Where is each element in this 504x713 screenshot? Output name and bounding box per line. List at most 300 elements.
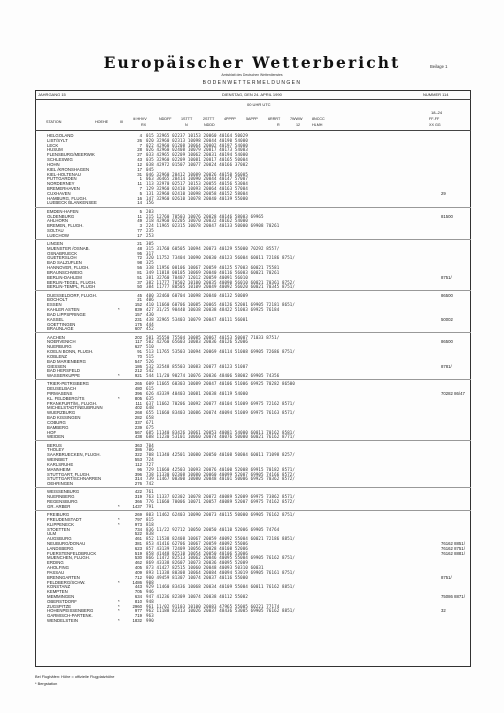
synop-code: 685 11340 83426 10061 20053 40081 54000 60011 70162 8581/ bbox=[146, 429, 296, 435]
report-subtitle: Amtsblatt des Deutschen Wetterdienstes bbox=[221, 73, 283, 77]
group-divider bbox=[35, 239, 471, 240]
station-name: SCHLESWIG bbox=[47, 157, 73, 163]
station-name: ESSEN bbox=[47, 302, 62, 308]
station-height: 719 bbox=[134, 613, 142, 619]
station-height: 422 bbox=[134, 489, 142, 495]
station-name: SOLTAU bbox=[47, 227, 64, 233]
col-pppp: 4PPPP bbox=[224, 117, 236, 121]
group-divider bbox=[35, 207, 471, 208]
station-name: MUENSTER /OSNAB. bbox=[47, 245, 90, 251]
station-name: FUERSTENFELDBRUCK bbox=[47, 550, 97, 556]
synop-code: 791 bbox=[146, 503, 154, 509]
time-label: 00 UHR UTC bbox=[247, 102, 271, 107]
station-name: BAD LIPPSPRINGE bbox=[47, 311, 86, 317]
synop-code: 501 35550 75504 10085 20067 40153 50007 71033 8751/ bbox=[146, 334, 280, 340]
jahrgang-label: JAHRGANG 15 bbox=[38, 92, 66, 97]
station-name: EMDEN-HAFEN bbox=[47, 208, 79, 214]
synop-code: 836 11/22 92712 10050 20050 40110 52006 69905 74764 bbox=[146, 526, 280, 532]
station-height: 1486 bbox=[132, 579, 142, 585]
synop-code: 526 bbox=[146, 358, 154, 364]
station-height: 282 bbox=[134, 415, 142, 421]
synop-code: 338 11956 00106 10067 20059 40125 57003 60021 75581 bbox=[146, 265, 280, 271]
col-nddff: NDDFF bbox=[159, 117, 172, 121]
station-name: REGENSBURG bbox=[47, 499, 78, 505]
synop-code: 113 32970 02517 10153 20055 40156 53004 bbox=[146, 181, 248, 187]
station-name: HANNOVER, FLUGH. bbox=[47, 265, 90, 271]
synop-code: 761 bbox=[146, 489, 154, 495]
station-height: 26 bbox=[137, 137, 142, 143]
synop-code: 381 32760 70407 12012 20059 40091 56010 bbox=[146, 274, 248, 280]
station-name: FREUDENSTADT bbox=[47, 516, 82, 522]
station-name: ULM bbox=[47, 531, 57, 537]
mountain-marker: * bbox=[118, 618, 120, 624]
synop-code: 063 36465 20414 10090 20044 40147 57007 bbox=[146, 176, 248, 182]
synop-code: 235 bbox=[146, 227, 154, 233]
station-name: PUTTGARDEN bbox=[47, 176, 77, 182]
station-height: 239 bbox=[134, 424, 142, 430]
extra-group: 75086 8871/ bbox=[441, 594, 465, 599]
col-w12: 12 bbox=[296, 123, 301, 127]
station-height: 12 bbox=[137, 161, 142, 167]
station-name: MUENCHEN, FLUGH. bbox=[47, 555, 90, 561]
synop-code: 675 bbox=[146, 424, 154, 430]
station-height: 1437 bbox=[132, 503, 142, 509]
station-name: LUEBECK BLANKENSEE bbox=[47, 200, 97, 206]
synop-code: 410 11660 60706 10085 20065 40126 52001 69905 72181 8651/ bbox=[146, 302, 296, 308]
station-height: 363 bbox=[134, 442, 142, 448]
synop-code: 038 42972 01507 10077 20024 40166 37002 bbox=[146, 161, 248, 167]
station-name: BRENNGARTEN bbox=[47, 574, 80, 580]
station-name: GOETTINGEN bbox=[47, 321, 76, 327]
synop-code: 382 11777 70502 10100 20035 40090 56010 60021 70361 8752/ bbox=[146, 279, 296, 285]
footnote-airport: Bei Flughäfen: Höhe = offizielle Flugplatzhöhe bbox=[35, 674, 115, 679]
station-height: 322 bbox=[134, 452, 142, 458]
station-name: BREMERHAVEN bbox=[47, 186, 80, 192]
synop-code: 963 bbox=[146, 613, 154, 619]
station-name: KIEL-HOLTENAU bbox=[47, 171, 81, 177]
extra-group: 76162 8851/ bbox=[441, 540, 465, 546]
station-height: 70 bbox=[137, 353, 142, 359]
station-name: PASSAU bbox=[47, 569, 65, 575]
station-name: AHOLFING bbox=[47, 565, 69, 571]
station-height: 202 bbox=[134, 334, 142, 340]
station-name: LIST/SYLT bbox=[47, 137, 68, 143]
station-name: BRAUNLAGE bbox=[47, 326, 74, 332]
station-height: 112 bbox=[135, 461, 142, 467]
synop-code: 129 32960 02410 10093 20064 40163 57004 bbox=[146, 186, 248, 192]
report-title: Europäischer Wetterbericht bbox=[103, 53, 401, 72]
station-name: HOF bbox=[47, 429, 57, 435]
mountain-marker: * bbox=[118, 503, 120, 509]
station-height: 607 bbox=[134, 326, 142, 332]
station-height: 37 bbox=[137, 279, 142, 285]
station-row bbox=[36, 373, 470, 379]
station-height: 977 bbox=[134, 608, 142, 614]
extra-group: 76162 8751/ bbox=[441, 545, 465, 551]
synop-code: 502 42760 65603 10083 20036 40126 52006 bbox=[146, 339, 248, 345]
station-height: 269 bbox=[134, 512, 142, 518]
station-height: 72 bbox=[137, 255, 142, 261]
station-height: 43 bbox=[137, 157, 142, 163]
station-height: 51 bbox=[137, 274, 142, 280]
synop-code: 866 11472 82513 10062 20046 40095 55004 69905 76162 8751/ bbox=[146, 555, 296, 561]
synop-code: 156 bbox=[146, 200, 154, 206]
header-rule-2 bbox=[35, 130, 471, 131]
footnote-mountain: * Bergstation bbox=[35, 681, 58, 686]
synop-code: 688 11230 53101 10060 20074 40076 50000 60021 76162 8771/ bbox=[146, 434, 296, 440]
station-height: 81 bbox=[137, 269, 142, 275]
synop-code: 315 31760 60505 10094 20073 40129 55000 70292 8557/ bbox=[146, 245, 280, 251]
station-height: 3 bbox=[139, 223, 142, 229]
synop-code: 704 bbox=[146, 442, 154, 448]
station-height: 319 bbox=[134, 494, 142, 500]
synop-code: 022 42960 01208 10064 20002 40197 54000 bbox=[146, 142, 248, 148]
synop-code: 427 31/25 90440 10038 20038 48422 51003 69925 76184 bbox=[146, 307, 280, 313]
station-height: 480 bbox=[134, 386, 142, 392]
station-name: OSNABRUECK bbox=[47, 250, 78, 256]
synop-code: 637 11662 70206 10092 20077 40104 51009 69975 72162 8571/ bbox=[146, 400, 296, 406]
synop-code: 203 bbox=[146, 208, 154, 214]
station-height: 627 bbox=[134, 344, 142, 350]
station-height: 276 bbox=[134, 481, 142, 487]
station-height: 56 bbox=[137, 265, 142, 271]
synop-code: 400 32460 60704 10098 20040 40132 50009 bbox=[146, 292, 248, 298]
station-height: 28 bbox=[137, 147, 142, 153]
synop-code: 532 32548 85503 10083 20077 40123 51007 bbox=[146, 363, 248, 369]
extra-group: 29 bbox=[441, 190, 446, 196]
col-n: N bbox=[185, 123, 188, 127]
synop-code: 853 41416 62706 10067 20059 40092 55006 bbox=[146, 540, 248, 546]
station-height: 27 bbox=[137, 152, 142, 158]
station-row bbox=[36, 481, 470, 487]
station-height: 405 bbox=[134, 565, 142, 571]
station-name: DUESSELDORF, FLUGH. bbox=[47, 292, 97, 298]
extra-group: 8751/ bbox=[441, 574, 452, 580]
station-name: LINGEN bbox=[47, 241, 63, 247]
col-ww: 7WWW bbox=[290, 117, 303, 121]
station-height: 519 bbox=[134, 550, 142, 556]
station-height: 157 bbox=[134, 311, 142, 317]
station-name: FELDBERG/SCHW. bbox=[47, 579, 86, 585]
mountain-marker: * bbox=[118, 603, 120, 609]
synop-code: 671 bbox=[146, 419, 154, 425]
station-height: 805 bbox=[134, 395, 142, 401]
station-height: 11 bbox=[137, 213, 142, 219]
station-height: 11 bbox=[137, 181, 142, 187]
synop-code: 305 bbox=[146, 241, 154, 247]
section-title: BODENWETTERMELDUNGEN bbox=[202, 80, 302, 86]
header-rule-1 bbox=[35, 99, 471, 100]
synop-code: 452 bbox=[146, 326, 154, 332]
station-height: 461 bbox=[134, 536, 142, 542]
station-height: 111 bbox=[135, 400, 142, 406]
synop-code: 609 11665 60303 10089 20047 40106 51006 69925 70282 86500 bbox=[146, 381, 296, 387]
station-name: MEMMINGEN bbox=[47, 594, 75, 599]
synop-code: 961 11/02 91103 10100 20083 47965 55005 60221 77174 bbox=[146, 603, 280, 609]
station-height: 443 bbox=[134, 584, 142, 590]
station-name: FRANKFURT/M., FLUGH. bbox=[47, 400, 98, 406]
synop-code: 815 bbox=[146, 516, 154, 522]
station-row bbox=[36, 326, 470, 332]
station-height: 17 bbox=[137, 232, 142, 238]
station-height: 4 bbox=[139, 133, 142, 138]
station-height: 1 bbox=[139, 176, 142, 182]
extra-group: 86500 bbox=[441, 339, 453, 345]
station-name: KAHLER ASTEN bbox=[47, 307, 80, 313]
beilage-label: Beilage 1 bbox=[430, 64, 448, 69]
station-row bbox=[36, 200, 470, 206]
station-name: AACHEN bbox=[47, 334, 65, 340]
synop-code: 852 11538 82408 10067 20059 40092 55004 60021 72186 8851/ bbox=[146, 536, 296, 542]
station-height: 634 bbox=[134, 594, 142, 599]
synop-code: 858 41448 82510 10054 20050 40106 53006 bbox=[146, 550, 248, 556]
col-hlmh: HLMH bbox=[312, 123, 323, 127]
station-name: KL. FELDBERG/TS bbox=[47, 395, 85, 401]
station-height: 186 bbox=[134, 363, 142, 369]
station-name: HUSUM bbox=[47, 147, 63, 153]
station-row bbox=[36, 233, 470, 239]
station-height: 98 bbox=[137, 260, 142, 266]
station-name: AHLHORN bbox=[47, 218, 69, 224]
extra-group: 50002 bbox=[441, 316, 453, 322]
station-name: FLENSBURG/MEERWIK bbox=[47, 152, 95, 158]
station-height: 7 bbox=[139, 142, 142, 148]
group-divider bbox=[35, 510, 471, 511]
station-name: BAD KISSINGEN bbox=[47, 415, 81, 421]
synop-code: 035 32960 02209 10081 20017 40165 50004 bbox=[146, 157, 248, 163]
station-height: 117 bbox=[135, 339, 142, 345]
col-extra2: XX GG bbox=[429, 123, 441, 127]
synop-code: 444 bbox=[146, 321, 154, 327]
station-row bbox=[36, 284, 470, 290]
synop-code: 253 bbox=[146, 232, 154, 238]
synop-code: 320 11752 73404 10090 20030 40123 56004 60011 72186 8751/ bbox=[146, 255, 296, 261]
date-label: DIENSTAG, DEN 24. APRIL 1990 bbox=[222, 92, 282, 97]
synop-code: 317 bbox=[146, 250, 154, 256]
station-name: KOBLENZ bbox=[47, 353, 68, 359]
mountain-marker: * bbox=[118, 373, 120, 379]
station-name: AUGSBURG bbox=[47, 536, 72, 542]
station-name: STUTTGART, FLUGH. bbox=[47, 471, 91, 477]
synop-code: 648 bbox=[146, 405, 154, 411]
station-name: LANDSBERG bbox=[47, 545, 74, 551]
station-name: KONSTANZ bbox=[47, 584, 71, 590]
station-height: 21 bbox=[137, 297, 142, 303]
synop-code: 615 bbox=[146, 386, 154, 392]
station-name: BAD SALZUFLEN bbox=[47, 260, 82, 266]
station-name: SAARBRUECKEN, FLUGH. bbox=[47, 452, 101, 458]
station-row bbox=[36, 504, 470, 510]
synop-code: 738 11330 02308 10080 20060 40099 52007 69905 74166 8572/ bbox=[146, 471, 296, 477]
synop-code: 224 11965 02315 10078 20047 40133 50000 69908 70261 bbox=[146, 223, 280, 229]
station-name: NUERBURG bbox=[47, 344, 72, 350]
station-name: BRAUNSCHWEIG bbox=[47, 269, 83, 275]
synop-code: 727 bbox=[146, 461, 154, 467]
station-height: 921 bbox=[134, 373, 142, 379]
synop-code: 990 bbox=[146, 618, 154, 624]
synop-code: 763 11337 02302 10078 20072 40089 52009 69975 73862 8571/ bbox=[146, 494, 296, 500]
station-name: CUXHAVEN bbox=[47, 190, 71, 196]
synop-code: 857 43139 72409 10056 20028 40108 52006 bbox=[146, 545, 248, 551]
station-name: BAD HERSFELD bbox=[47, 368, 80, 374]
station-name: GUETERSLOH bbox=[47, 255, 77, 261]
synop-code: 658 bbox=[146, 415, 154, 421]
station-height: 381 bbox=[134, 540, 142, 546]
synop-code: 838 bbox=[146, 531, 154, 537]
station-height: 973 bbox=[134, 521, 142, 527]
station-height: 314 bbox=[134, 476, 142, 482]
station-height: 366 bbox=[134, 499, 142, 505]
col-hoehe: HOEHE bbox=[95, 120, 109, 124]
station-height: 48 bbox=[137, 245, 142, 251]
station-height: 567 bbox=[134, 429, 142, 435]
extra-group: 76162 8881/ bbox=[441, 550, 465, 556]
station-height: 402 bbox=[134, 405, 142, 411]
synop-code: 626 43339 40403 10081 20038 40119 54000 bbox=[146, 391, 248, 396]
station-name: NUERNBERG bbox=[47, 494, 75, 500]
station-name: LECK bbox=[47, 142, 59, 148]
synop-code: 046 32960 20412 10089 20026 40150 56005 bbox=[146, 171, 248, 177]
station-height: 265 bbox=[134, 381, 142, 387]
synop-code: 215 12760 70503 10076 20028 40146 58003 69965 bbox=[146, 213, 264, 219]
station-name: OBERSTDORF bbox=[47, 598, 77, 604]
group-divider bbox=[35, 440, 471, 441]
station-name: KASSEL bbox=[47, 316, 64, 322]
col-extra: FF-FF bbox=[429, 117, 440, 121]
station-name: BERLIN-TEGEL, FLUGH. bbox=[47, 279, 97, 285]
station-height: 522 bbox=[134, 531, 142, 537]
synop-code: 948 bbox=[146, 598, 154, 604]
extra-group: 8781/ bbox=[441, 363, 452, 369]
synop-code: 776 11660 70006 10071 20057 40089 52007 69975 74162 8572/ bbox=[146, 499, 296, 505]
synop-code: 947 41236 82309 10074 20038 40112 55002 bbox=[146, 594, 248, 599]
col-r: R bbox=[277, 123, 280, 127]
synop-code: 908 bbox=[146, 579, 154, 585]
station-name: GIESSEN bbox=[47, 363, 67, 369]
station-height: 337 bbox=[134, 419, 142, 425]
synop-code: 946 bbox=[146, 589, 154, 595]
station-name: STUTTGART/SCHNARREN bbox=[47, 476, 102, 482]
station-height: 5 bbox=[139, 190, 142, 196]
station-height: 2960 bbox=[132, 603, 142, 609]
station-name: COBURG bbox=[47, 419, 66, 425]
station-name: NEUBURG/DONAU bbox=[47, 540, 86, 546]
station-row bbox=[36, 434, 470, 440]
mountain-marker: * bbox=[118, 395, 120, 401]
col-tdtdtd: 2STTT bbox=[203, 117, 215, 121]
station-height: 734 bbox=[134, 526, 142, 532]
synop-code: 869 43338 82607 10073 20036 40095 52009 bbox=[146, 560, 248, 566]
station-name: KEMPTEN bbox=[47, 589, 68, 595]
group-divider bbox=[35, 487, 471, 488]
station-height: 530 bbox=[134, 555, 142, 561]
station-name: OLDENBURG bbox=[47, 213, 75, 219]
station-name: KIEL /KRONSHAGEN bbox=[47, 166, 90, 172]
station-height: 45 bbox=[137, 292, 142, 298]
synop-code: 515 bbox=[146, 353, 154, 359]
station-name: MANNHEIM bbox=[47, 466, 71, 472]
synop-code: 430 bbox=[146, 311, 154, 317]
mountain-marker: * bbox=[118, 608, 120, 614]
window-label: 18–24 bbox=[431, 110, 443, 115]
synop-code: 438 32965 53403 10079 20047 40111 56001 bbox=[146, 316, 248, 322]
station-name: KLIPPENECK bbox=[47, 521, 74, 527]
synop-code: 131 32960 02410 10098 20058 40152 58004 bbox=[146, 190, 248, 196]
station-name: NOERVENICH bbox=[47, 339, 76, 345]
station-name: WENDELSTEIN bbox=[47, 618, 79, 624]
station-height: 1832 bbox=[132, 618, 142, 624]
synop-code: 384 11777 80505 10109 20049 40092 56020 60021 70345 8751/ bbox=[146, 284, 296, 290]
group-divider bbox=[35, 290, 471, 291]
station-height: 409 bbox=[134, 569, 142, 575]
synop-code: 803 11462 62403 10090 20073 40115 50000 69905 76162 8751/ bbox=[146, 512, 296, 518]
station-name: NORDERNEY bbox=[47, 181, 75, 187]
extra-group: 70282 86/47 bbox=[441, 391, 465, 396]
station-height: 553 bbox=[134, 457, 142, 463]
synop-code: 026 42960 02408 10079 20017 40173 54003 bbox=[146, 147, 248, 153]
synop-code: 147 32960 02610 10078 20040 40139 55000 bbox=[146, 195, 248, 201]
station-name: HAMBURG, FLUGH. bbox=[47, 195, 88, 201]
station-height: 175 bbox=[134, 321, 142, 327]
station-name: LUECHOW bbox=[47, 232, 69, 238]
station-name: WEINBIET bbox=[47, 457, 68, 463]
synop-code: 729 11660 42503 10093 20076 40100 52008 69915 70182 8571/ bbox=[146, 466, 296, 472]
col-station: STATION bbox=[46, 120, 62, 124]
station-name: KOELN BONN, FLUGH. bbox=[47, 349, 94, 355]
issue-number: NUMMER 114 bbox=[423, 92, 449, 97]
station-row bbox=[36, 618, 470, 624]
station-name: BERUS bbox=[47, 442, 62, 448]
group-divider bbox=[35, 379, 471, 380]
station-name: GR. ARBER bbox=[47, 503, 71, 509]
synop-code: 900 49459 81307 10074 20037 40116 55000 bbox=[146, 574, 248, 580]
synop-code: 873 41427 82515 10060 20048 40093 50310 60031 bbox=[146, 565, 264, 571]
station-name: TRIER-PETRISBERG bbox=[47, 381, 90, 387]
station-height: 152 bbox=[134, 302, 142, 308]
col-appp: 5APPP bbox=[246, 117, 258, 121]
station-height: 623 bbox=[134, 545, 142, 551]
station-height: 16 bbox=[137, 195, 142, 201]
synop-code: 349 11818 00105 10069 20040 40116 56003 60021 70261 bbox=[146, 269, 280, 275]
col-nodd: NDDD bbox=[204, 123, 215, 127]
station-height: 14 bbox=[137, 200, 142, 206]
extra-group: 8751/ bbox=[441, 274, 452, 280]
station-name: GARMISCH-PARTENK. bbox=[47, 613, 93, 619]
station-name: BAD MARIENBERG bbox=[47, 358, 86, 364]
station-name: HOHENPEISSENBERG bbox=[47, 608, 94, 614]
station-height: 49 bbox=[137, 218, 142, 224]
station-height: 7 bbox=[139, 186, 142, 192]
station-name: WASSERKUPPE bbox=[47, 373, 81, 379]
station-name: HOHN bbox=[47, 161, 60, 167]
station-height: 5 bbox=[139, 208, 142, 214]
station-height: 547 bbox=[134, 358, 142, 364]
station-height: 462 bbox=[134, 560, 142, 566]
station-height: 21 bbox=[137, 241, 142, 247]
station-name: BAMBERG bbox=[47, 424, 69, 430]
col-ii: III bbox=[120, 120, 124, 124]
synop-code: 033 42965 02209 10062 20031 40194 54000 bbox=[146, 152, 248, 158]
synop-code: 218 42960 02205 10070 20032 40162 54000 bbox=[146, 218, 248, 224]
synop-code: 635 bbox=[146, 395, 154, 401]
station-height: 839 bbox=[134, 307, 142, 313]
col-clouds: 8NCCC bbox=[312, 117, 325, 121]
station-height: 31 bbox=[137, 171, 142, 177]
group-divider bbox=[35, 332, 471, 333]
synop-code: 818 bbox=[146, 521, 154, 527]
synop-code: 655 11660 83403 10086 20074 40094 51009 69975 76163 8571/ bbox=[146, 410, 296, 416]
station-name: OEHRINGEN bbox=[47, 481, 74, 487]
